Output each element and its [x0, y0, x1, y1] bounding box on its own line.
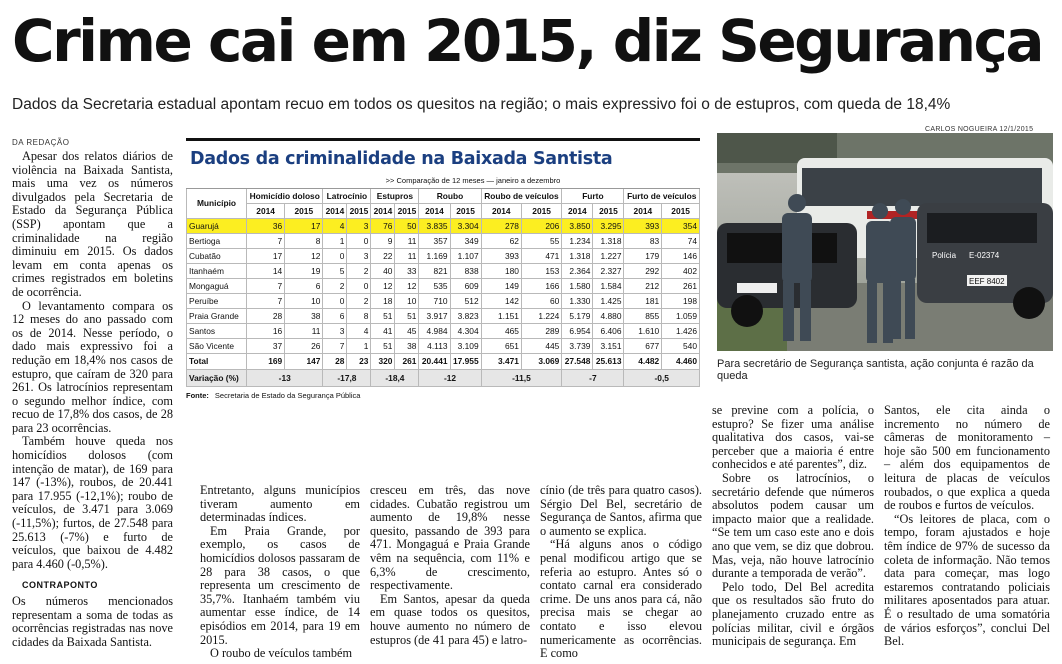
paragraph: Em Santos, apesar da queda em quase todos os quesitos, houve aumento no número de estupros (de 41 para 45) e latro- — [370, 591, 530, 647]
variation-row — [187, 369, 700, 386]
value-cell: 6 — [285, 278, 323, 293]
value-cell: 16 — [247, 323, 285, 338]
category-header-row — [187, 188, 700, 203]
value-cell: 4.113 — [419, 338, 450, 353]
total-label: Total — [187, 353, 247, 369]
paragraph: cresceu em três, das nove cidades. Cubatão registrou um aumento de 19,8% nesse quesito, passando de 393 para 471. Mongaguá e Praia Grande vêm na sequência, com 11% e 6,3% de crescimento, respectivamente. — [370, 483, 530, 593]
paragraph: Em Praia Grande, por exemplo, os casos de homicídios dolosos passaram de 28 para 38 casos, o que representa um crescimento de 35,7%. Itanhaém também viu aumentar esse índice, de 14 episódios em 2014, para 19 em 2015. — [200, 523, 360, 647]
value-cell: 1.169 — [419, 248, 450, 263]
total-cell: 4.460 — [662, 353, 700, 369]
value-cell: 55 — [521, 233, 561, 248]
city-cell: Itanhaém — [187, 263, 247, 278]
value-cell: 8 — [347, 308, 371, 323]
paragraph: se previne com a polícia, o estupro? Se fizer uma análise qualitativa dos casos, vai-se perceber que a maioria é entre conhecidos e até parentes”, diz. — [712, 403, 874, 472]
value-cell: 181 — [624, 293, 662, 308]
value-cell: 10 — [395, 293, 419, 308]
total-cell: 25.613 — [593, 353, 624, 369]
paragraph: Pelo todo, Del Bel acredita que os resultados são fruto do planejamento cruzado entre as polícias militar, civil e órgãos municipais de segurança. Em — [712, 579, 874, 649]
year-header: 2014 — [562, 203, 593, 218]
value-cell: 0 — [323, 248, 347, 263]
year-header: 2015 — [347, 203, 371, 218]
paragraph: “Os leitores de placa, com o tempo, foram ajustados e hoje têm índice de 97% de sucesso da coleta de informação. Não temos data para começar, mas logo estaremos contratando policiais militares aposentados para atuar. É o resultado de uma somatória de vários esforços”, conclui Del Bel. — [884, 511, 1050, 649]
value-cell: 12 — [395, 278, 419, 293]
total-cell: 147 — [285, 353, 323, 369]
article-column-3 — [370, 484, 530, 647]
infographic-title: Dados da criminalidade na Baixada Santista — [190, 149, 613, 169]
year-header-row — [187, 203, 700, 218]
value-cell: 5 — [323, 263, 347, 278]
year-header: 2014 — [247, 203, 285, 218]
value-cell: 1 — [323, 233, 347, 248]
value-cell: 7 — [247, 278, 285, 293]
value-cell: 3.835 — [419, 218, 450, 233]
year-header: 2015 — [450, 203, 481, 218]
value-cell: 33 — [395, 263, 419, 278]
value-cell: 179 — [624, 248, 662, 263]
value-cell: 677 — [624, 338, 662, 353]
value-cell: 1.318 — [562, 248, 593, 263]
variation-cell: -13 — [247, 369, 323, 386]
value-cell: 60 — [521, 293, 561, 308]
value-cell: 10 — [285, 293, 323, 308]
value-cell: 349 — [450, 233, 481, 248]
table-row — [187, 293, 700, 308]
total-cell: 20.441 — [419, 353, 450, 369]
value-cell: 278 — [481, 218, 521, 233]
year-header: 2014 — [419, 203, 450, 218]
category-header: Homicídio doloso — [247, 188, 323, 203]
value-cell: 9 — [371, 233, 395, 248]
value-cell: 17 — [285, 218, 323, 233]
value-cell: 1.426 — [662, 323, 700, 338]
year-header: 2014 — [323, 203, 347, 218]
value-cell: 3 — [323, 323, 347, 338]
value-cell: 3.304 — [450, 218, 481, 233]
subheadline: Dados da Secretaria estadual apontam recuo em todos os quesitos na região; o mais expressivo foi o de estupros, com queda de 18,4% — [12, 96, 951, 113]
value-cell: 149 — [481, 278, 521, 293]
value-cell: 354 — [662, 218, 700, 233]
total-cell: 261 — [395, 353, 419, 369]
category-header: Roubo — [419, 188, 481, 203]
total-cell: 169 — [247, 353, 285, 369]
value-cell: 8 — [285, 233, 323, 248]
value-cell: 51 — [371, 338, 395, 353]
variation-cell: -0,5 — [624, 369, 700, 386]
value-cell: 393 — [481, 248, 521, 263]
paragraph: Entretanto, alguns municípios tiveram aumento em determinadas índices. — [200, 483, 360, 525]
category-header: Furto — [562, 188, 624, 203]
city-cell: Praia Grande — [187, 308, 247, 323]
value-cell: 1.584 — [593, 278, 624, 293]
value-cell: 3.823 — [450, 308, 481, 323]
value-cell: 6.954 — [562, 323, 593, 338]
value-cell: 4.880 — [593, 308, 624, 323]
value-cell: 212 — [624, 278, 662, 293]
value-cell: 74 — [662, 233, 700, 248]
variation-cell: -12 — [419, 369, 481, 386]
value-cell: 465 — [481, 323, 521, 338]
value-cell: 142 — [481, 293, 521, 308]
city-cell: Cubatão — [187, 248, 247, 263]
value-cell: 710 — [419, 293, 450, 308]
table-row — [187, 278, 700, 293]
value-cell: 393 — [624, 218, 662, 233]
value-cell: 289 — [521, 323, 561, 338]
value-cell: 1.224 — [521, 308, 561, 323]
value-cell: 0 — [347, 278, 371, 293]
value-cell: 153 — [521, 263, 561, 278]
license-plate: EEF 8402 — [969, 277, 1005, 286]
value-cell: 51 — [371, 308, 395, 323]
value-cell: 2 — [347, 263, 371, 278]
value-cell: 3.917 — [419, 308, 450, 323]
year-header: 2015 — [395, 203, 419, 218]
total-cell: 320 — [371, 353, 395, 369]
photo-caption: Para secretário de Segurança santista, ação conjunta é razão da queda — [717, 358, 1034, 382]
value-cell: 180 — [481, 263, 521, 278]
year-header: 2014 — [371, 203, 395, 218]
value-cell: 535 — [419, 278, 450, 293]
value-cell: 166 — [521, 278, 561, 293]
source-text: Secretaria de Estado da Segurança Pública — [214, 390, 361, 400]
value-cell: 3.109 — [450, 338, 481, 353]
car-label: Polícia — [932, 251, 957, 260]
value-cell: 28 — [247, 308, 285, 323]
crime-table — [186, 173, 700, 387]
value-cell: 2.327 — [593, 263, 624, 278]
value-cell: 1.234 — [562, 233, 593, 248]
value-cell: 261 — [662, 278, 700, 293]
paragraph: Santos, ele cita ainda o incremento no número de câmeras de monitoramento – hoje são 500 em funcionamento – além dos equipamentos de leitura de placas de veículos roubados, o que explica a queda de roubos e furtos de veículos. — [884, 403, 1050, 513]
table-caption-spacer — [187, 173, 247, 188]
city-cell: Guarujá — [187, 218, 247, 233]
value-cell: 22 — [371, 248, 395, 263]
value-cell: 2.364 — [562, 263, 593, 278]
byline: DA REDAÇÃO — [12, 138, 70, 147]
value-cell: 540 — [662, 338, 700, 353]
value-cell: 62 — [481, 233, 521, 248]
value-cell: 3.151 — [593, 338, 624, 353]
year-header: 2014 — [481, 203, 521, 218]
value-cell: 14 — [247, 263, 285, 278]
value-cell: 4.304 — [450, 323, 481, 338]
section-heading: CONTRAPONTO — [22, 580, 98, 591]
value-cell: 1.107 — [450, 248, 481, 263]
value-cell: 18 — [371, 293, 395, 308]
paragraph: O levantamento compara os 12 meses do ano passado com os de 2014. Nesse período, o dado mais expressivo foi a redução em 18,4% nos casos de estupro, que caíram de 320 para 261. Os latrocínios representam o segundo melhor índice, com recuo de 17,8% dos casos, de 28 para 23 ocorrências. — [12, 298, 173, 435]
value-cell: 38 — [285, 308, 323, 323]
year-header: 2015 — [593, 203, 624, 218]
table-row — [187, 248, 700, 263]
value-cell: 12 — [285, 248, 323, 263]
paragraph: O roubo de veículos também — [210, 646, 353, 661]
value-cell: 609 — [450, 278, 481, 293]
paragraph: Apesar dos relatos diários de violência na Baixada Santista, mais uma vez os números divulgados pela Secretaria de Estado da Segurança Pública (SSP) apontam que a criminalidade na região diminuiu em 2015. Os dados levam em conta apenas os crimes registrados em boletins de ocorrência. — [12, 149, 173, 299]
value-cell: 3.295 — [593, 218, 624, 233]
value-cell: 2 — [323, 278, 347, 293]
category-header: Furto de veículos — [624, 188, 700, 203]
total-cell: 3.471 — [481, 353, 521, 369]
total-cell: 27.548 — [562, 353, 593, 369]
value-cell: 146 — [662, 248, 700, 263]
value-cell: 1.330 — [562, 293, 593, 308]
table-row — [187, 308, 700, 323]
city-cell: Bertioga — [187, 233, 247, 248]
value-cell: 11 — [285, 323, 323, 338]
category-header: Roubo de veículos — [481, 188, 562, 203]
article-column-5 — [712, 404, 874, 649]
article-column-6 — [884, 404, 1050, 649]
value-cell: 1.425 — [593, 293, 624, 308]
value-cell: 76 — [371, 218, 395, 233]
value-cell: 4 — [347, 323, 371, 338]
value-cell: 3.850 — [562, 218, 593, 233]
value-cell: 821 — [419, 263, 450, 278]
value-cell: 292 — [624, 263, 662, 278]
variation-label: Variação (%) — [187, 369, 247, 386]
value-cell: 1.318 — [593, 233, 624, 248]
value-cell: 838 — [450, 263, 481, 278]
value-cell: 445 — [521, 338, 561, 353]
value-cell: 38 — [395, 338, 419, 353]
variation-cell: -18,4 — [371, 369, 419, 386]
value-cell: 1.580 — [562, 278, 593, 293]
table-caption: >> Comparação de 12 meses — janeiro a dezembro — [247, 173, 700, 188]
city-cell: Peruíbe — [187, 293, 247, 308]
table-row — [187, 323, 700, 338]
value-cell: 6 — [323, 308, 347, 323]
value-cell: 206 — [521, 218, 561, 233]
total-cell: 23 — [347, 353, 371, 369]
value-cell: 512 — [450, 293, 481, 308]
total-cell: 28 — [323, 353, 347, 369]
variation-cell: -7 — [562, 369, 624, 386]
photo-credit: CARLOS NOGUEIRA 12/1/2015 — [925, 126, 1034, 133]
value-cell: 37 — [247, 338, 285, 353]
municipio-header: Município — [187, 188, 247, 218]
table-row — [187, 233, 700, 248]
value-cell: 1.151 — [481, 308, 521, 323]
value-cell: 3.739 — [562, 338, 593, 353]
value-cell: 83 — [624, 233, 662, 248]
value-cell: 36 — [247, 218, 285, 233]
paragraph: “Há alguns anos o código penal modificou artigo que se referia ao estupro. Antes só o contato carnal era considerado crime. De uns anos para cá, não precisa mais se chegar ao contato e isso elevou numericamente as ocorrências. E como — [540, 537, 702, 661]
value-cell: 11 — [395, 248, 419, 263]
total-cell: 3.069 — [521, 353, 561, 369]
value-cell: 1 — [347, 338, 371, 353]
value-cell: 651 — [481, 338, 521, 353]
total-cell: 4.482 — [624, 353, 662, 369]
value-cell: 7 — [247, 293, 285, 308]
year-header: 2014 — [624, 203, 662, 218]
category-header: Estupros — [371, 188, 419, 203]
value-cell: 7 — [247, 233, 285, 248]
value-cell: 402 — [662, 263, 700, 278]
value-cell: 5.179 — [562, 308, 593, 323]
year-header: 2015 — [285, 203, 323, 218]
value-cell: 3 — [347, 248, 371, 263]
value-cell: 45 — [395, 323, 419, 338]
paragraph: Sobre os latrocínios, o secretário defende que números absolutos podem causar um impacto maior que a realidade. “Se tem um caso este ano e dois ano que vem, se diz que dobrou. Mas, veja, não houve latrocínio durante a temporada de verão”. — [712, 470, 874, 581]
car-code: E-02374 — [969, 251, 1000, 260]
year-header: 2015 — [521, 203, 561, 218]
paragraph: Também houve queda nos homicídios dolosos (com intenção de matar), de 169 para 147 (-13%), roubos, de 20.441 para 17.955 (-12,1%); roubo de veículos, de 3.471 para 3.069 (-11,5%); furtos, de 27.548 para 25.613 (-7%) e furto de veículos, que baixou de 4.482 para 4.460 (-0,5%). — [12, 434, 173, 571]
year-header: 2015 — [662, 203, 700, 218]
total-row — [187, 353, 700, 369]
value-cell: 41 — [371, 323, 395, 338]
value-cell: 50 — [395, 218, 419, 233]
news-photo — [717, 133, 1053, 351]
variation-cell: -11,5 — [481, 369, 562, 386]
headline: Crime cai em 2015, diz Segurança — [12, 7, 1043, 75]
article-column-1 — [12, 150, 173, 649]
value-cell: 40 — [371, 263, 395, 278]
value-cell: 19 — [285, 263, 323, 278]
value-cell: 0 — [347, 233, 371, 248]
paragraph: Os números mencionados representam a soma de todas as ocorrências registradas nas nove cidades da Baixada Santista. — [12, 594, 173, 649]
crime-data-infographic — [186, 138, 700, 438]
category-header: Latrocínio — [323, 188, 371, 203]
paragraph: cínio (de três para quatro casos). Sérgio Del Bel, secretário de Segurança de Santos, afirma que o aumento se explica. — [540, 483, 702, 538]
city-cell: Santos — [187, 323, 247, 338]
table-row — [187, 263, 700, 278]
value-cell: 4 — [323, 218, 347, 233]
table-row — [187, 338, 700, 353]
value-cell: 17 — [247, 248, 285, 263]
value-cell: 7 — [323, 338, 347, 353]
value-cell: 471 — [521, 248, 561, 263]
value-cell: 4.984 — [419, 323, 450, 338]
source-note — [186, 391, 700, 400]
value-cell: 855 — [624, 308, 662, 323]
source-label: Fonte: — [186, 390, 209, 400]
article-column-4 — [540, 484, 702, 661]
city-cell: Mongaguá — [187, 278, 247, 293]
value-cell: 1.227 — [593, 248, 624, 263]
total-cell: 17.955 — [450, 353, 481, 369]
value-cell: 0 — [323, 293, 347, 308]
table-row — [187, 218, 700, 233]
value-cell: 11 — [395, 233, 419, 248]
police-scene-image — [717, 133, 1053, 351]
value-cell: 1.059 — [662, 308, 700, 323]
value-cell: 12 — [371, 278, 395, 293]
value-cell: 51 — [395, 308, 419, 323]
value-cell: 26 — [285, 338, 323, 353]
city-cell: São Vicente — [187, 338, 247, 353]
value-cell: 198 — [662, 293, 700, 308]
value-cell: 6.406 — [593, 323, 624, 338]
value-cell: 357 — [419, 233, 450, 248]
value-cell: 3 — [347, 218, 371, 233]
value-cell: 2 — [347, 293, 371, 308]
value-cell: 1.610 — [624, 323, 662, 338]
article-column-2 — [200, 484, 360, 661]
variation-cell: -17,8 — [323, 369, 371, 386]
